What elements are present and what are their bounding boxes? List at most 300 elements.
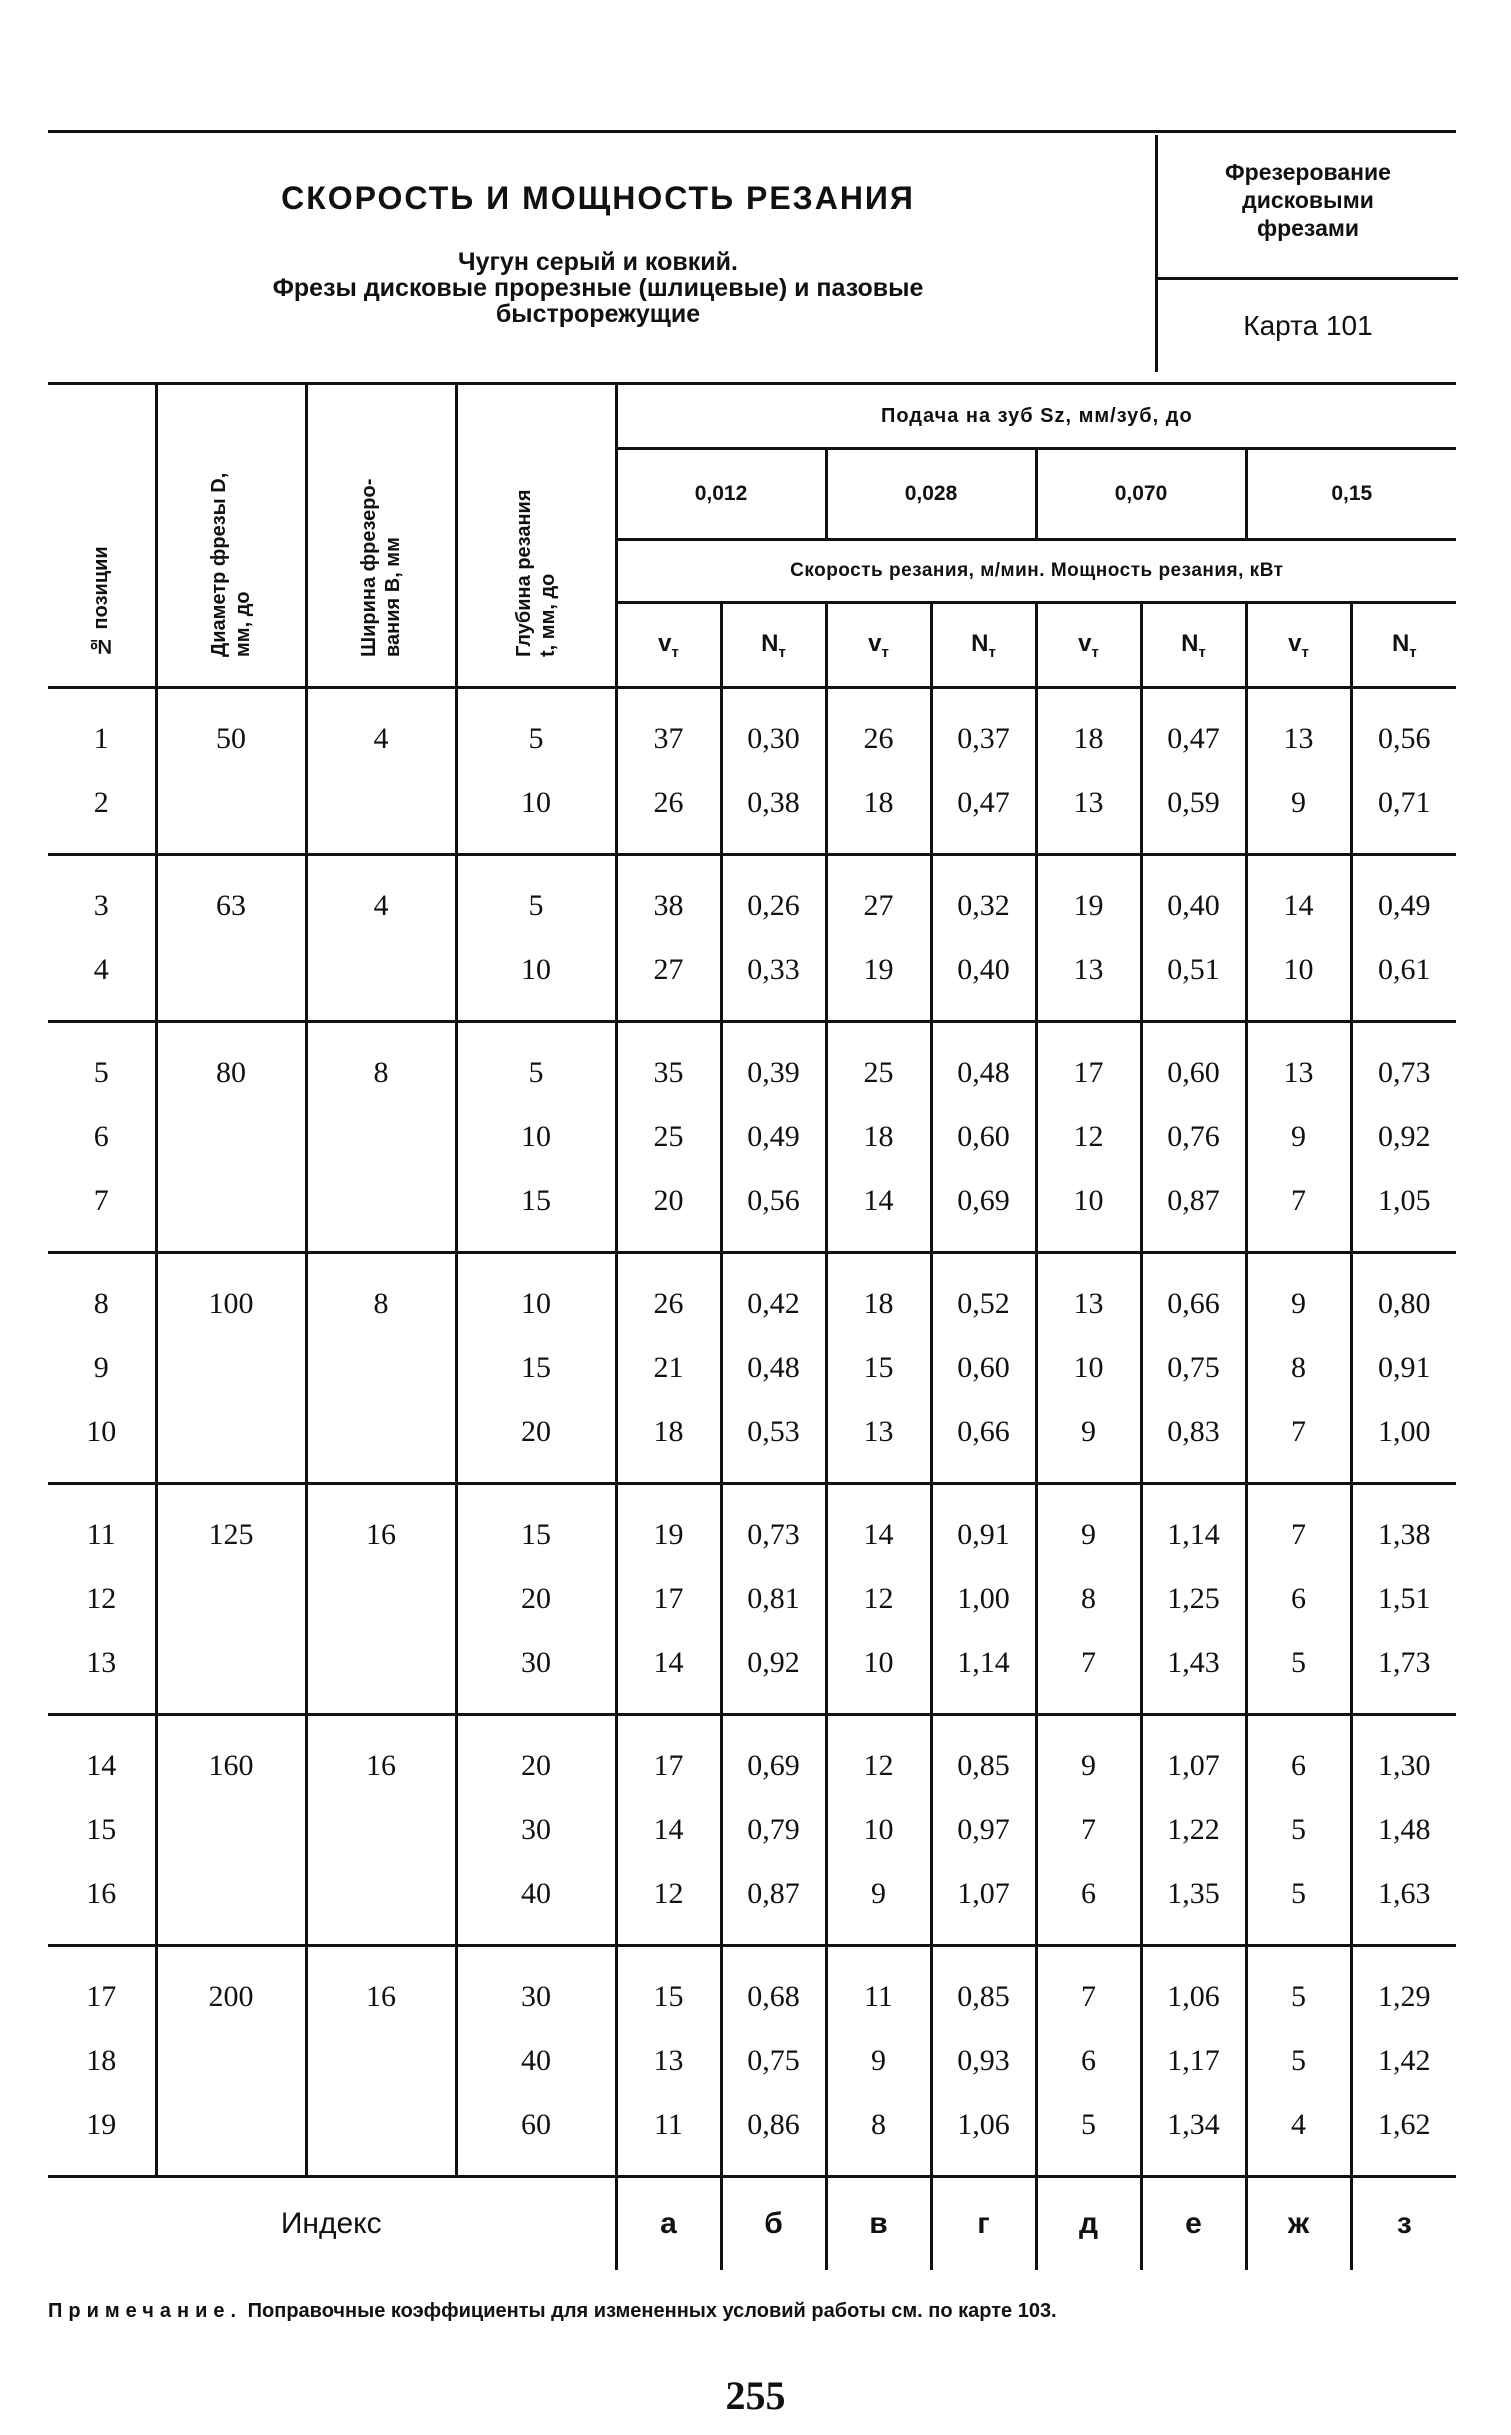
power-cell: 0,30 [721, 688, 826, 772]
power-cell: 1,25 [1141, 1567, 1246, 1631]
power-cell: 1,51 [1351, 1567, 1456, 1631]
power-cell: 0,49 [1351, 855, 1456, 939]
power-cell: 1,14 [1141, 1484, 1246, 1568]
width-cell [306, 1400, 456, 1484]
power-cell: 0,48 [931, 1022, 1036, 1106]
width-cell [306, 771, 456, 855]
cutting-data-table [48, 382, 1456, 2270]
feed-value: 0,028 [826, 449, 1036, 540]
col-header-width: Ширина фрезеро- вания B, мм [306, 384, 456, 688]
width-cell [306, 2029, 456, 2093]
power-cell: 0,66 [1141, 1253, 1246, 1337]
power-cell: 0,87 [721, 1862, 826, 1946]
power-cell: 1,29 [1351, 1946, 1456, 2030]
speed-cell: 12 [1036, 1105, 1141, 1169]
power-cell: 0,71 [1351, 771, 1456, 855]
power-cell: 0,76 [1141, 1105, 1246, 1169]
position-cell: 17 [48, 1946, 156, 2030]
feed-value: 0,070 [1036, 449, 1246, 540]
power-cell: 0,60 [931, 1336, 1036, 1400]
col-header-position: № позиции [90, 545, 113, 657]
speed-cell: 15 [616, 1946, 721, 2030]
power-cell: 0,47 [1141, 688, 1246, 772]
speed-cell: 10 [1036, 1169, 1141, 1253]
speed-cell: 6 [1036, 1862, 1141, 1946]
operation-line-1: Фрезерование [1225, 159, 1391, 185]
table-row [48, 1798, 1456, 1862]
speed-cell: 18 [826, 1105, 931, 1169]
symbol-power [1351, 603, 1456, 688]
position-cell: 10 [86, 1415, 117, 1448]
diameter-cell [156, 1862, 306, 1946]
table-row [48, 2029, 1456, 2093]
power-cell: 1,42 [1351, 2029, 1456, 2093]
speed-cell: 5 [1246, 1798, 1351, 1862]
power-cell: 0,39 [721, 1022, 826, 1106]
symbol-subscript: т [778, 643, 786, 661]
depth-cell: 30 [456, 1631, 616, 1715]
position-cell: 16 [86, 1877, 117, 1910]
speed-cell: 5 [1246, 2029, 1351, 2093]
col-header-diameter: Диаметр фрезы D, мм, до [156, 384, 306, 688]
index-letter: г [931, 2177, 1036, 2271]
power-cell: 0,60 [1141, 1022, 1246, 1106]
power-cell: 0,59 [1141, 771, 1246, 855]
speed-cell: 13 [1036, 1253, 1141, 1337]
subtitle-tool-material: быстрорежущие [495, 300, 701, 328]
position-cell: 14 [48, 1715, 156, 1799]
power-cell: 0,73 [1351, 1022, 1456, 1106]
power-cell: 0,73 [721, 1484, 826, 1568]
symbol-letter: N [1181, 629, 1199, 657]
speed-cell: 25 [826, 1022, 931, 1106]
position-cell: 12 [86, 1582, 117, 1615]
power-cell: 0,53 [721, 1400, 826, 1484]
header-row-feed [48, 384, 1456, 449]
power-cell: 0,32 [931, 855, 1036, 939]
width-cell: 4 [306, 688, 456, 772]
speed-cell: 15 [826, 1336, 931, 1400]
position-cell: 18 [86, 2044, 117, 2077]
position-cell: 11 [48, 1484, 156, 1568]
speed-cell: 18 [826, 771, 931, 855]
symbol-subscript: т [881, 643, 889, 661]
depth-cell: 60 [456, 2093, 616, 2177]
depth-cell: 15 [456, 1169, 616, 1253]
power-cell: 0,79 [721, 1798, 826, 1862]
table-row [48, 1105, 1456, 1169]
speed-cell: 10 [826, 1798, 931, 1862]
speed-cell: 5 [1246, 1946, 1351, 2030]
power-cell: 0,92 [1351, 1105, 1456, 1169]
symbol-letter: v [1078, 629, 1092, 657]
power-cell: 1,07 [1141, 1715, 1246, 1799]
index-row [48, 2177, 1456, 2271]
speed-cell: 11 [616, 2093, 721, 2177]
power-cell: 0,56 [721, 1169, 826, 1253]
speed-cell: 25 [616, 1105, 721, 1169]
power-cell: 0,37 [931, 688, 1036, 772]
speed-cell: 27 [826, 855, 931, 939]
speed-cell: 6 [1246, 1567, 1351, 1631]
speed-cell: 8 [1246, 1336, 1351, 1400]
index-letter: а [616, 2177, 721, 2271]
speed-cell: 27 [616, 938, 721, 1022]
subtitle-tool: Фрезы дисковые прорезные (шлицевые) и пазовые [272, 274, 924, 302]
position-cell: 7 [93, 1184, 109, 1217]
power-cell: 0,52 [931, 1253, 1036, 1337]
speed-cell: 13 [1036, 938, 1141, 1022]
symbol-speed [826, 603, 931, 688]
power-cell: 1,14 [931, 1631, 1036, 1715]
table-row [48, 1336, 1456, 1400]
symbol-speed [1246, 603, 1351, 688]
table-row [48, 1484, 1456, 1568]
power-cell: 0,47 [931, 771, 1036, 855]
power-cell: 0,33 [721, 938, 826, 1022]
symbol-subscript: т [1301, 643, 1309, 661]
speed-cell: 17 [616, 1567, 721, 1631]
card-number: Карта 101 [1243, 310, 1373, 341]
page-title: СКОРОСТЬ И МОЩНОСТЬ РЕЗАНИЯ [281, 180, 915, 216]
diameter-cell [156, 2029, 306, 2093]
power-cell: 0,68 [721, 1946, 826, 2030]
header-right-separator [1158, 277, 1458, 280]
symbol-power [931, 603, 1036, 688]
depth-cell: 5 [456, 688, 616, 772]
power-cell: 1,43 [1141, 1631, 1246, 1715]
speed-cell: 9 [1036, 1484, 1141, 1568]
width-cell: 8 [306, 1022, 456, 1106]
power-cell: 0,93 [931, 2029, 1036, 2093]
operation-line-3: фрезами [1256, 215, 1360, 241]
table-row [48, 2093, 1456, 2177]
speed-cell: 18 [1036, 688, 1141, 772]
power-cell: 1,06 [931, 2093, 1036, 2177]
symbol-subscript: т [988, 643, 996, 661]
power-cell: 0,81 [721, 1567, 826, 1631]
table-row [48, 771, 1456, 855]
depth-cell: 20 [456, 1400, 616, 1484]
speed-cell: 14 [1246, 855, 1351, 939]
speed-cell: 10 [1246, 938, 1351, 1022]
table-row [48, 1400, 1456, 1484]
power-cell: 0,26 [721, 855, 826, 939]
speed-cell: 37 [616, 688, 721, 772]
speed-cell: 38 [616, 855, 721, 939]
speed-cell: 26 [826, 688, 931, 772]
speed-cell: 12 [826, 1567, 931, 1631]
speed-cell: 19 [826, 938, 931, 1022]
diameter-cell: 125 [156, 1484, 306, 1568]
power-cell: 0,56 [1351, 688, 1456, 772]
table-row [48, 938, 1456, 1022]
symbol-letter: N [1391, 629, 1410, 657]
symbol-speed [616, 603, 721, 688]
symbol-power [721, 603, 826, 688]
index-letter: в [826, 2177, 931, 2271]
diameter-cell [156, 1400, 306, 1484]
power-cell: 1,00 [1351, 1400, 1456, 1484]
power-cell: 1,05 [1351, 1169, 1456, 1253]
table-row [48, 1567, 1456, 1631]
header-title-block [48, 140, 1148, 327]
symbol-letter: N [971, 629, 989, 657]
power-cell: 1,62 [1351, 2093, 1456, 2177]
index-letter: е [1141, 2177, 1246, 2271]
speed-cell: 7 [1036, 1631, 1141, 1715]
speed-cell: 12 [826, 1715, 931, 1799]
speed-cell: 21 [616, 1336, 721, 1400]
depth-cell: 5 [456, 1022, 616, 1106]
subtitle-material: Чугун серый и ковкий. [458, 248, 738, 276]
diameter-cell: 80 [156, 1022, 306, 1106]
depth-cell: 40 [456, 2029, 616, 2093]
table-row [48, 688, 1456, 772]
speed-cell: 35 [616, 1022, 721, 1106]
index-letter: б [721, 2177, 826, 2271]
index-letter: ж [1246, 2177, 1351, 2271]
speed-cell: 17 [1036, 1022, 1141, 1106]
width-cell [306, 1798, 456, 1862]
speed-cell: 14 [826, 1169, 931, 1253]
power-cell: 1,17 [1141, 2029, 1246, 2093]
speed-cell: 9 [826, 1862, 931, 1946]
index-letter: д [1036, 2177, 1141, 2271]
power-cell: 0,66 [931, 1400, 1036, 1484]
speed-power-caption: Скорость резания, м/мин. Мощность резания, кВт [616, 540, 1456, 603]
power-cell: 0,51 [1141, 938, 1246, 1022]
position-cell: 8 [48, 1253, 156, 1337]
diameter-cell [156, 1567, 306, 1631]
width-cell: 4 [306, 855, 456, 939]
speed-cell: 7 [1246, 1484, 1351, 1568]
depth-cell: 20 [456, 1715, 616, 1799]
diameter-cell [156, 1105, 306, 1169]
speed-cell: 9 [1246, 1105, 1351, 1169]
power-cell: 0,60 [931, 1105, 1036, 1169]
table-row [48, 1631, 1456, 1715]
speed-cell: 7 [1246, 1400, 1351, 1484]
power-cell: 1,34 [1141, 2093, 1246, 2177]
speed-cell: 14 [616, 1798, 721, 1862]
speed-cell: 5 [1246, 1862, 1351, 1946]
speed-cell: 9 [1246, 771, 1351, 855]
speed-cell: 9 [1036, 1715, 1141, 1799]
table-row [48, 1253, 1456, 1337]
position-cell: 19 [86, 2108, 117, 2141]
speed-cell: 14 [616, 1631, 721, 1715]
footnote-head: Примечание. [48, 2300, 243, 2322]
width-cell [306, 1169, 456, 1253]
table-row [48, 1715, 1456, 1799]
diameter-cell: 200 [156, 1946, 306, 2030]
depth-cell: 15 [456, 1484, 616, 1568]
speed-cell: 10 [826, 1631, 931, 1715]
power-cell: 0,83 [1141, 1400, 1246, 1484]
power-cell: 0,92 [721, 1631, 826, 1715]
power-cell: 0,38 [721, 771, 826, 855]
symbol-letter: v [658, 629, 672, 657]
speed-cell: 26 [616, 771, 721, 855]
speed-cell: 13 [1246, 688, 1351, 772]
top-rule [48, 130, 1456, 133]
speed-cell: 7 [1246, 1169, 1351, 1253]
speed-cell: 7 [1036, 1946, 1141, 2030]
width-cell [306, 2093, 456, 2177]
position-cell: 3 [48, 855, 156, 939]
power-cell: 0,49 [721, 1105, 826, 1169]
speed-cell: 6 [1246, 1715, 1351, 1799]
speed-cell: 8 [826, 2093, 931, 2177]
power-cell: 0,61 [1351, 938, 1456, 1022]
table-row [48, 1862, 1456, 1946]
speed-cell: 18 [826, 1253, 931, 1337]
speed-cell: 13 [1246, 1022, 1351, 1106]
diameter-cell: 50 [156, 688, 306, 772]
power-cell: 0,75 [721, 2029, 826, 2093]
power-cell: 1,48 [1351, 1798, 1456, 1862]
position-cell: 6 [93, 1120, 109, 1153]
position-cell: 2 [93, 786, 109, 819]
diameter-cell: 100 [156, 1253, 306, 1337]
symbol-subscript: т [1091, 643, 1099, 661]
power-cell: 1,00 [931, 1567, 1036, 1631]
power-cell: 0,85 [931, 1715, 1036, 1799]
footnote [48, 2300, 1456, 2322]
position-cell: 4 [93, 953, 109, 986]
diameter-cell [156, 771, 306, 855]
diameter-cell: 160 [156, 1715, 306, 1799]
symbol-subscript: т [1409, 643, 1417, 661]
width-cell [306, 1631, 456, 1715]
symbol-letter: v [868, 629, 882, 657]
operation-label [1158, 158, 1458, 242]
speed-cell: 9 [826, 2029, 931, 2093]
power-cell: 0,86 [721, 2093, 826, 2177]
speed-cell: 18 [616, 1400, 721, 1484]
power-cell: 0,75 [1141, 1336, 1246, 1400]
power-cell: 0,91 [931, 1484, 1036, 1568]
depth-cell: 40 [456, 1862, 616, 1946]
symbol-subscript: т [1198, 643, 1206, 661]
table-row [48, 855, 1456, 939]
speed-cell: 5 [1036, 2093, 1141, 2177]
width-cell: 16 [306, 1715, 456, 1799]
power-cell: 0,91 [1351, 1336, 1456, 1400]
speed-cell: 10 [1036, 1336, 1141, 1400]
power-cell: 0,80 [1351, 1253, 1456, 1337]
power-cell: 0,69 [931, 1169, 1036, 1253]
symbol-subscript: т [671, 643, 679, 661]
speed-cell: 13 [1036, 771, 1141, 855]
speed-cell: 19 [1036, 855, 1141, 939]
operation-line-2: дисковыми [1242, 187, 1374, 213]
position-cell: 9 [93, 1351, 109, 1384]
power-cell: 0,42 [721, 1253, 826, 1337]
table-row [48, 1946, 1456, 2030]
depth-cell: 15 [456, 1336, 616, 1400]
diameter-cell [156, 938, 306, 1022]
symbol-speed [1036, 603, 1141, 688]
page-number: 255 [725, 2373, 786, 2418]
power-cell: 1,22 [1141, 1798, 1246, 1862]
power-cell: 0,40 [931, 938, 1036, 1022]
speed-cell: 11 [826, 1946, 931, 2030]
width-cell [306, 938, 456, 1022]
symbol-power [1141, 603, 1246, 688]
speed-cell: 8 [1036, 1567, 1141, 1631]
depth-cell: 30 [456, 1798, 616, 1862]
speed-cell: 17 [616, 1715, 721, 1799]
symbol-letter: v [1288, 629, 1302, 657]
feed-value: 0,012 [616, 449, 826, 540]
position-cell: 1 [48, 688, 156, 772]
power-cell: 1,38 [1351, 1484, 1456, 1568]
position-cell: 13 [86, 1646, 117, 1679]
table-row [48, 1169, 1456, 1253]
position-cell: 5 [48, 1022, 156, 1106]
power-cell: 1,06 [1141, 1946, 1246, 2030]
power-cell: 0,69 [721, 1715, 826, 1799]
power-cell: 0,40 [1141, 855, 1246, 939]
depth-cell: 10 [456, 1105, 616, 1169]
index-label: Индекс [48, 2177, 616, 2271]
diameter-cell [156, 1798, 306, 1862]
position-cell: 15 [86, 1813, 117, 1846]
power-cell: 1,73 [1351, 1631, 1456, 1715]
speed-cell: 9 [1246, 1253, 1351, 1337]
power-cell: 1,30 [1351, 1715, 1456, 1799]
diameter-cell [156, 2093, 306, 2177]
speed-cell: 13 [826, 1400, 931, 1484]
speed-cell: 7 [1036, 1798, 1141, 1862]
speed-cell: 20 [616, 1169, 721, 1253]
depth-cell: 30 [456, 1946, 616, 2030]
diameter-cell [156, 1336, 306, 1400]
power-cell: 0,48 [721, 1336, 826, 1400]
col-header-depth: Глубина резания t, мм, до [456, 384, 616, 688]
speed-cell: 19 [616, 1484, 721, 1568]
speed-cell: 14 [826, 1484, 931, 1568]
width-cell [306, 1336, 456, 1400]
depth-cell: 5 [456, 855, 616, 939]
speed-cell: 9 [1036, 1400, 1141, 1484]
power-cell: 0,97 [931, 1798, 1036, 1862]
feed-caption: Подача на зуб Sz, мм/зуб, до [616, 384, 1456, 449]
power-cell: 0,87 [1141, 1169, 1246, 1253]
power-cell: 0,85 [931, 1946, 1036, 2030]
speed-cell: 5 [1246, 1631, 1351, 1715]
speed-cell: 13 [616, 2029, 721, 2093]
power-cell: 1,35 [1141, 1862, 1246, 1946]
symbol-letter: N [761, 629, 779, 657]
feed-value: 0,15 [1246, 449, 1456, 540]
table-row [48, 1022, 1456, 1106]
power-cell: 1,07 [931, 1862, 1036, 1946]
depth-cell: 10 [456, 771, 616, 855]
speed-cell: 26 [616, 1253, 721, 1337]
depth-cell: 20 [456, 1567, 616, 1631]
diameter-cell: 63 [156, 855, 306, 939]
width-cell: 16 [306, 1484, 456, 1568]
width-cell [306, 1567, 456, 1631]
speed-cell: 12 [616, 1862, 721, 1946]
width-cell [306, 1105, 456, 1169]
diameter-cell [156, 1169, 306, 1253]
power-cell: 1,63 [1351, 1862, 1456, 1946]
depth-cell: 10 [456, 1253, 616, 1337]
